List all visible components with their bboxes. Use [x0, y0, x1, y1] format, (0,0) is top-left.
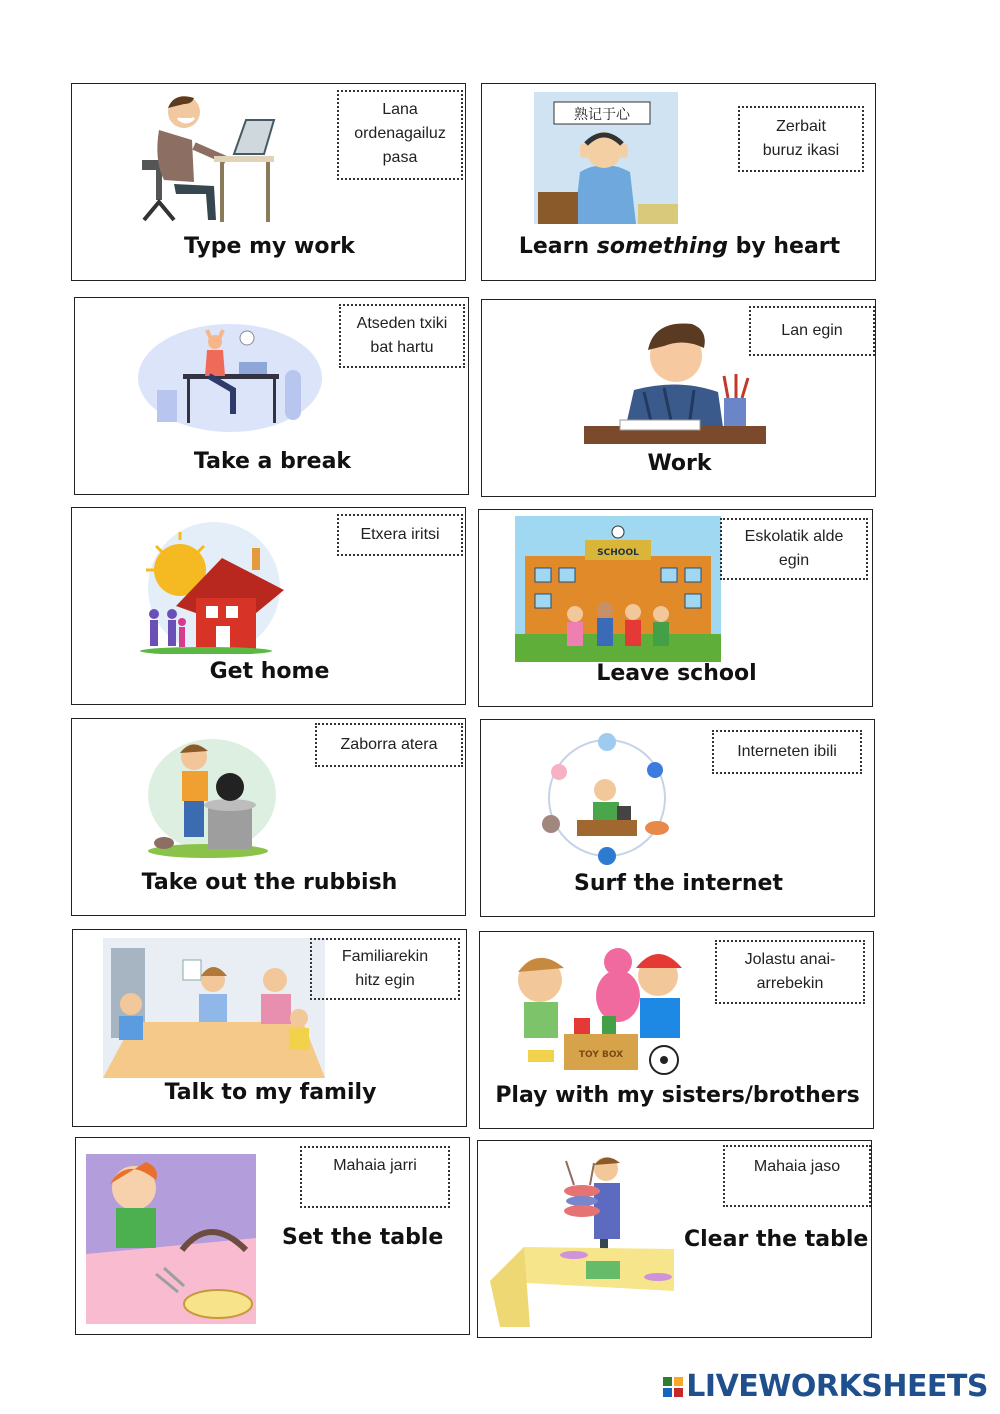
card-get-home	[71, 507, 466, 705]
card-work	[481, 299, 876, 497]
brand-mark-square	[674, 1377, 683, 1386]
school-sign-text: SCHOOL	[597, 548, 639, 558]
children-playing-with-toys-illustration	[508, 942, 708, 1080]
house-with-sun-illustration	[136, 518, 286, 654]
student-memorizing-illustration	[534, 92, 678, 224]
basque-translation-note: Interneten ibili	[712, 730, 862, 774]
brand-mark-square	[663, 1388, 672, 1397]
basque-translation-note: Jolastu anai- arrebekin	[715, 940, 865, 1004]
brand-mark-square	[674, 1388, 683, 1397]
card-caption	[482, 234, 877, 259]
card-talk-to-family	[72, 929, 467, 1127]
basque-translation-note: Mahaia jarri	[300, 1146, 450, 1208]
card-caption: Take out the rubbish	[141, 870, 398, 895]
basque-translation-note: Lan egin	[749, 306, 875, 356]
card-caption: Type my work	[184, 234, 355, 259]
brand-name: LIVEWORKSHEETS	[686, 1369, 988, 1404]
card-caption: Get home	[209, 659, 330, 684]
girl-setting-table-illustration	[86, 1154, 256, 1324]
card-clear-the-table	[477, 1140, 872, 1338]
card-caption: Talk to my family	[164, 1080, 377, 1105]
card-caption: Set the table	[282, 1225, 444, 1250]
card-caption: Clear the table	[684, 1227, 869, 1252]
card-set-the-table	[75, 1137, 470, 1335]
basque-translation-note: Zaborra atera	[315, 723, 463, 767]
card-type-my-work	[71, 83, 466, 281]
poster-sign-text: 熟记于心	[574, 107, 630, 123]
card-take-a-break	[74, 297, 469, 495]
card-caption: Leave school	[596, 661, 757, 686]
card-take-out-rubbish	[71, 718, 466, 916]
basque-translation-note: Familiarekin hitz egin	[310, 938, 460, 1000]
brand-mark-square	[663, 1377, 672, 1386]
basque-translation-note: Zerbait buruz ikasi	[738, 106, 864, 172]
woman-stretching-at-desk-illustration	[135, 310, 325, 435]
liveworksheets-logo	[663, 1369, 988, 1404]
card-leave-school	[478, 509, 873, 707]
card-caption: Take a break	[193, 449, 352, 474]
brand-mark-icon	[663, 1377, 683, 1397]
basque-translation-note: Mahaia jaso	[723, 1145, 871, 1207]
basque-translation-note: Lana ordenagailuz pasa	[337, 90, 463, 180]
card-caption: Play with my sisters/brothers	[495, 1083, 860, 1108]
children-leaving-school-illustration	[515, 516, 721, 662]
card-play-with-siblings	[479, 931, 874, 1129]
card-learn-by-heart	[481, 83, 876, 281]
boy-clearing-table-illustration	[490, 1151, 674, 1333]
family-at-table-illustration	[103, 938, 325, 1078]
caption-text-emphasis: something	[596, 234, 728, 259]
boy-writing-illustration	[584, 312, 766, 448]
card-caption: Work	[647, 451, 712, 476]
boy-surfing-internet-illustration	[537, 728, 677, 866]
basque-translation-note: Etxera iritsi	[337, 514, 463, 556]
basque-translation-note: Eskolatik alde egin	[720, 518, 868, 580]
caption-text-start: Learn	[518, 234, 597, 259]
card-caption: Surf the internet	[574, 871, 783, 896]
toy-box-label: TOY BOX	[578, 1050, 624, 1060]
boy-with-rubbish-bin-illustration	[146, 733, 276, 859]
caption-text-end: by heart	[727, 234, 841, 259]
card-surf-internet	[480, 719, 875, 917]
basque-translation-note: Atseden txiki bat hartu	[339, 304, 465, 368]
man-typing-illustration	[134, 90, 284, 230]
